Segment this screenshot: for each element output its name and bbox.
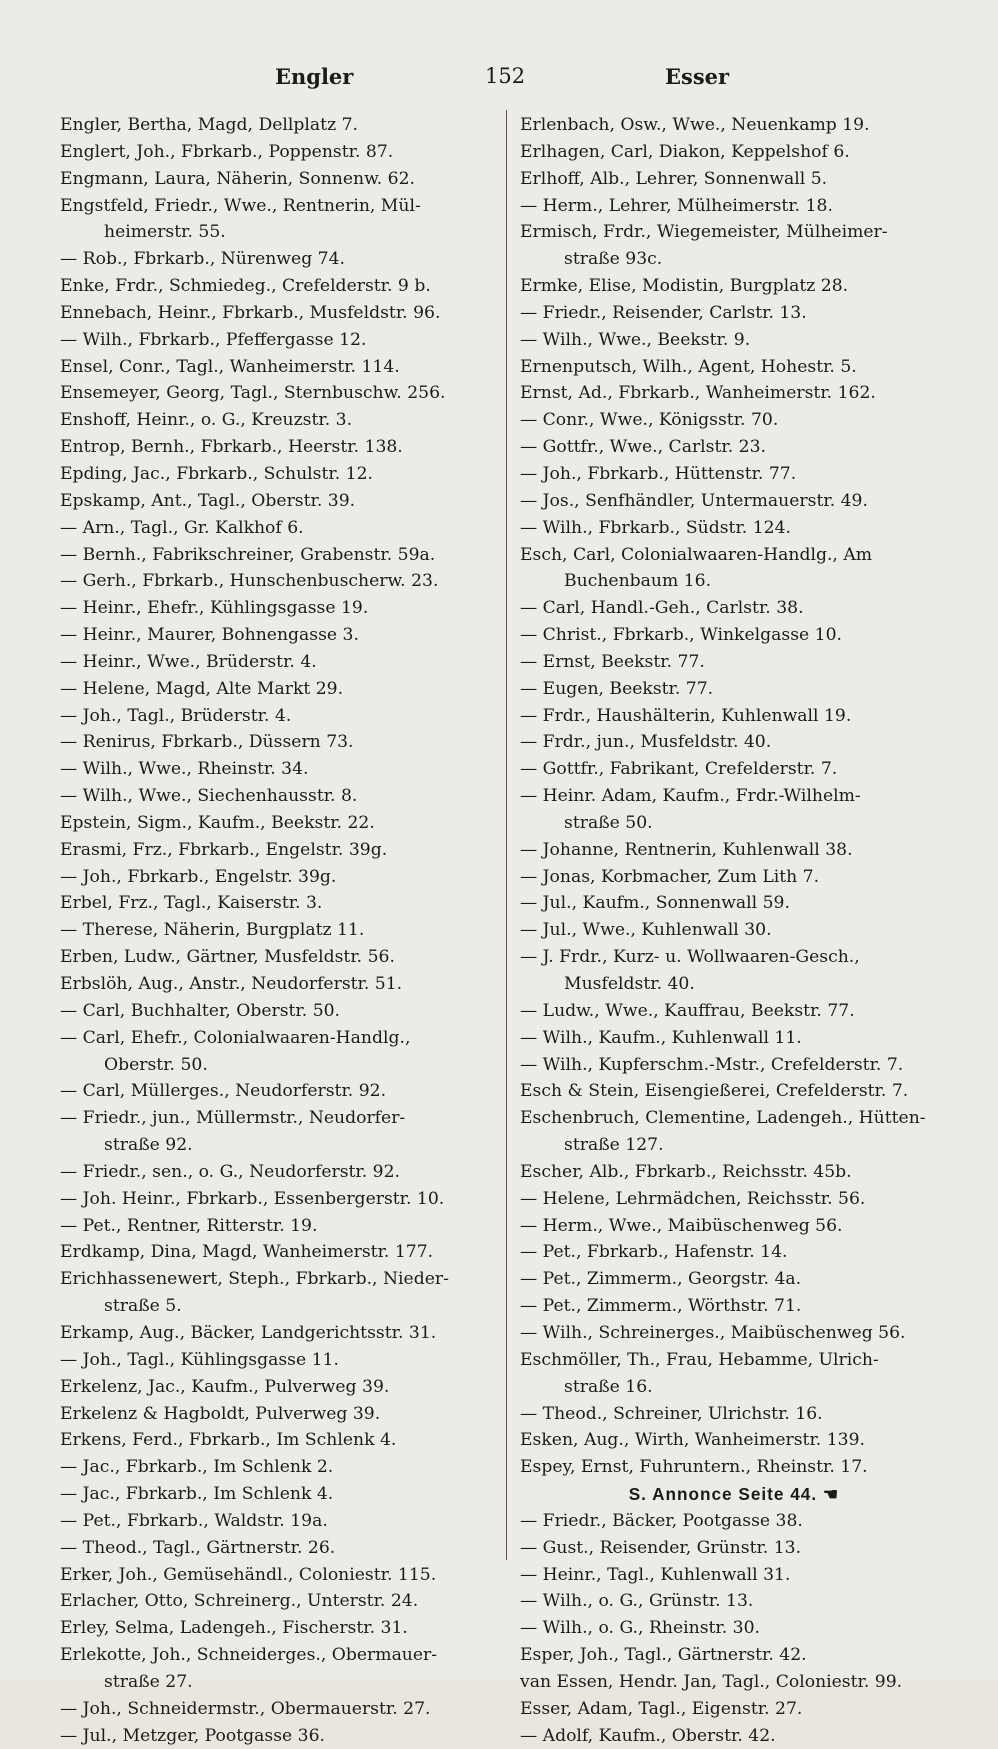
- directory-entry: Epstein, Sigm., Kaufm., Beekstr. 22.: [60, 812, 375, 833]
- directory-entry: Esch, Carl, Colonialwaaren-Handlg., Am: [520, 544, 873, 565]
- directory-entry: — Carl, Buchhalter, Oberstr. 50.: [60, 1000, 341, 1021]
- directory-entry: — Ernst, Beekstr. 77.: [520, 651, 705, 672]
- header-right-keyword: Esser: [665, 64, 730, 89]
- directory-entry: Espey, Ernst, Fuhruntern., Rheinstr. 17.: [520, 1457, 868, 1478]
- directory-entry: — Jul., Metzger, Pootgasse 36.: [60, 1725, 325, 1746]
- directory-entry: — Wilh., Kaufm., Kuhlenwall 11.: [520, 1027, 802, 1048]
- directory-entry: — Pet., Fbrkarb., Hafenstr. 14.: [520, 1242, 788, 1263]
- directory-entry: heimerstr. 55.: [104, 222, 226, 243]
- directory-entry: Eschenbruch, Clementine, Ladengeh., Hütten-: [520, 1108, 926, 1129]
- right-column: [520, 112, 948, 1749]
- directory-entry: — Wilh., Wwe., Beekstr. 9.: [520, 329, 751, 350]
- directory-entry: — Friedr., sen., o. G., Neudorferstr. 92.: [60, 1161, 401, 1182]
- directory-entry: straße 27.: [104, 1671, 193, 1692]
- directory-entry: — Johanne, Rentnerin, Kuhlenwall 38.: [520, 839, 853, 860]
- directory-entry: — Wilh., Schreinerges., Maibüschenweg 56.: [520, 1322, 906, 1343]
- directory-entry: Erdkamp, Dina, Magd, Wanheimerstr. 177.: [60, 1242, 434, 1263]
- directory-entry: Ermisch, Frdr., Wiegemeister, Mülheimer-: [520, 222, 888, 243]
- directory-entry: — Joh. Heinr., Fbrkarb., Essenbergerstr. 10.: [60, 1188, 445, 1209]
- column-divider: [506, 110, 507, 1560]
- directory-entry: — Jonas, Korbmacher, Zum Lith 7.: [520, 866, 820, 887]
- directory-entry: Erkelenz & Hagboldt, Pulverweg 39.: [60, 1403, 381, 1424]
- directory-entry: — Wilh., Wwe., Rheinstr. 34.: [60, 759, 309, 780]
- directory-entry: — Joh., Schneidermstr., Obermauerstr. 27.: [60, 1698, 431, 1719]
- directory-entry: Enshoff, Heinr., o. G., Kreuzstr. 3.: [60, 410, 353, 431]
- page-header: [60, 64, 958, 98]
- directory-entry: — Eugen, Beekstr. 77.: [520, 678, 714, 699]
- directory-entry: Erlekotte, Joh., Schneiderges., Obermauer-: [60, 1645, 438, 1666]
- directory-entry: — Christ., Fbrkarb., Winkelgasse 10.: [520, 625, 842, 646]
- directory-entry: — Pet., Zimmerm., Georgstr. 4a.: [520, 1269, 802, 1290]
- directory-entry: — Bernh., Fabrikschreiner, Grabenstr. 59a.: [60, 544, 436, 565]
- directory-entry: Erasmi, Frz., Fbrkarb., Engelstr. 39g.: [60, 839, 388, 860]
- directory-entry: — Joh., Tagl., Brüderstr. 4.: [60, 705, 292, 726]
- directory-entry: — Friedr., Bäcker, Pootgasse 38.: [520, 1510, 803, 1531]
- directory-entry: Erkelenz, Jac., Kaufm., Pulverweg 39.: [60, 1376, 390, 1397]
- directory-entry: — Theod., Tagl., Gärtnerstr. 26.: [60, 1537, 336, 1558]
- directory-entry: — Herm., Lehrer, Mülheimerstr. 18.: [520, 195, 833, 216]
- directory-entry: — Wilh., Fbrkarb., Pfeffergasse 12.: [60, 329, 367, 350]
- directory-entry: — Jul., Kaufm., Sonnenwall 59.: [520, 893, 790, 914]
- directory-entry: Erkamp, Aug., Bäcker, Landgerichtsstr. 31.: [60, 1322, 437, 1343]
- directory-entry: — Gerh., Fbrkarb., Hunschenbuscherw. 23.: [60, 571, 439, 592]
- directory-entry: Erichhassenewert, Steph., Fbrkarb., Nieder-: [60, 1269, 449, 1290]
- directory-entry: Ermke, Elise, Modistin, Burgplatz 28.: [520, 276, 849, 297]
- left-column: [60, 112, 496, 1749]
- directory-entry: — Gottfr., Wwe., Carlstr. 23.: [520, 437, 766, 458]
- directory-entry: Esch & Stein, Eisengießerei, Crefelderstr. 7.: [520, 1081, 909, 1102]
- directory-entry: Eschmöller, Th., Frau, Hebamme, Ulrich-: [520, 1349, 879, 1370]
- directory-entry: — Wilh., o. G., Rheinstr. 30.: [520, 1618, 761, 1639]
- directory-entry: — Joh., Fbrkarb., Hüttenstr. 77.: [520, 463, 797, 484]
- directory-entry: — Jac., Fbrkarb., Im Schlenk 2.: [60, 1457, 334, 1478]
- directory-entry: Ernst, Ad., Fbrkarb., Wanheimerstr. 162.: [520, 383, 876, 404]
- directory-entry: — Frdr., Haushälterin, Kuhlenwall 19.: [520, 705, 852, 726]
- directory-entry: Ennebach, Heinr., Fbrkarb., Musfeldstr. 96.: [60, 302, 441, 323]
- directory-entry: straße 16.: [564, 1376, 653, 1397]
- directory-entry: straße 50.: [564, 812, 653, 833]
- directory-entry: — Renirus, Fbrkarb., Düssern 73.: [60, 732, 354, 753]
- directory-entry: — Theod., Schreiner, Ulrichstr. 16.: [520, 1403, 823, 1424]
- directory-entry: Esser, Adam, Tagl., Eigenstr. 27.: [520, 1698, 803, 1719]
- directory-entry: — Ludw., Wwe., Kauffrau, Beekstr. 77.: [520, 1000, 855, 1021]
- directory-entry: — Herm., Wwe., Maibüschenweg 56.: [520, 1215, 843, 1236]
- directory-entry: — Heinr. Adam, Kaufm., Frdr.-Wilhelm-: [520, 786, 861, 807]
- directory-entry: Entrop, Bernh., Fbrkarb., Heerstr. 138.: [60, 437, 403, 458]
- directory-entry: Buchenbaum 16.: [564, 571, 712, 592]
- directory-entry: Erlacher, Otto, Schreinerg., Unterstr. 24.: [60, 1591, 419, 1612]
- directory-entry: Engmann, Laura, Näherin, Sonnenw. 62.: [60, 168, 416, 189]
- directory-entry: Epskamp, Ant., Tagl., Oberstr. 39.: [60, 490, 356, 511]
- directory-entry: Enke, Frdr., Schmiedeg., Crefelderstr. 9 b.: [60, 276, 431, 297]
- directory-entry: — Joh., Tagl., Kühlingsgasse 11.: [60, 1349, 339, 1370]
- directory-entry: Musfeldstr. 40.: [564, 974, 695, 994]
- directory-entry: Erkens, Ferd., Fbrkarb., Im Schlenk 4.: [60, 1430, 397, 1451]
- directory-entry: Ensel, Conr., Tagl., Wanheimerstr. 114.: [60, 356, 400, 377]
- directory-entry: — Rob., Fbrkarb., Nürenweg 74.: [60, 249, 345, 270]
- directory-entry: — Wilh., Kupferschm.-Mstr., Crefelderstr. 7.: [520, 1054, 904, 1075]
- directory-entry: Erlenbach, Osw., Wwe., Neuenkamp 19.: [520, 115, 870, 135]
- advert-reference: S. Annonce Seite 44. ☚: [628, 1484, 840, 1505]
- directory-entry: straße 92.: [104, 1135, 193, 1156]
- directory-entry: — Pet., Zimmerm., Wörthstr. 71.: [520, 1296, 802, 1317]
- directory-entry: Erker, Joh., Gemüsehändl., Coloniestr. 115.: [60, 1564, 437, 1585]
- directory-entry: — Gottfr., Fabrikant, Crefelderstr. 7.: [520, 759, 838, 780]
- directory-entry: Engstfeld, Friedr., Wwe., Rentnerin, Mül-: [60, 195, 421, 216]
- header-left-keyword: Engler: [275, 64, 354, 89]
- directory-entry: Erbel, Frz., Tagl., Kaiserstr. 3.: [60, 893, 323, 914]
- directory-entry: — Therese, Näherin, Burgplatz 11.: [60, 920, 365, 941]
- directory-entry: — Jac., Fbrkarb., Im Schlenk 4.: [60, 1484, 334, 1505]
- directory-entry: — Jul., Wwe., Kuhlenwall 30.: [520, 920, 772, 941]
- directory-entry: Ernenputsch, Wilh., Agent, Hohestr. 5.: [520, 356, 857, 377]
- directory-entry: Oberstr. 50.: [104, 1054, 208, 1075]
- directory-entry: straße 127.: [564, 1135, 664, 1156]
- directory-entry: — Pet., Rentner, Ritterstr. 19.: [60, 1215, 318, 1236]
- directory-entry: Erlhagen, Carl, Diakon, Keppelshof 6.: [520, 141, 850, 162]
- directory-entry: — Carl, Müllerges., Neudorferstr. 92.: [60, 1081, 387, 1102]
- directory-entry: — Arn., Tagl., Gr. Kalkhof 6.: [60, 517, 304, 538]
- directory-entry: — Adolf, Kaufm., Oberstr. 42.: [520, 1725, 776, 1746]
- directory-entry: — Carl, Ehefr., Colonialwaaren-Handlg.,: [60, 1027, 411, 1048]
- directory-entry: Erlhoff, Alb., Lehrer, Sonnenwall 5.: [520, 168, 828, 189]
- directory-entry: Esper, Joh., Tagl., Gärtnerstr. 42.: [520, 1645, 807, 1666]
- directory-entry: straße 93c.: [564, 249, 663, 270]
- directory-entry: — Pet., Fbrkarb., Waldstr. 19a.: [60, 1510, 328, 1531]
- directory-entry: — Frdr., jun., Musfeldstr. 40.: [520, 732, 772, 753]
- directory-entry: straße 5.: [104, 1296, 182, 1317]
- directory-entry: — Carl, Handl.-Geh., Carlstr. 38.: [520, 598, 804, 619]
- directory-entry: Esken, Aug., Wirth, Wanheimerstr. 139.: [520, 1430, 865, 1451]
- directory-entry: — Conr., Wwe., Königsstr. 70.: [520, 410, 779, 431]
- directory-entry: — Wilh., o. G., Grünstr. 13.: [520, 1591, 754, 1612]
- directory-entry: — Wilh., Wwe., Siechenhausstr. 8.: [60, 786, 358, 807]
- page-number: 152: [485, 64, 526, 88]
- directory-entry: Escher, Alb., Fbrkarb., Reichsstr. 45b.: [520, 1161, 852, 1182]
- directory-entry: Erbslöh, Aug., Anstr., Neudorferstr. 51.: [60, 974, 403, 994]
- directory-entry: van Essen, Hendr. Jan, Tagl., Coloniestr. 99.: [520, 1671, 903, 1692]
- directory-entry: — Heinr., Ehefr., Kühlingsgasse 19.: [60, 598, 369, 619]
- directory-entry: — Helene, Lehrmädchen, Reichsstr. 56.: [520, 1188, 866, 1209]
- directory-entry: — Jos., Senfhändler, Untermauerstr. 49.: [520, 490, 868, 511]
- directory-entry: — Friedr., Reisender, Carlstr. 13.: [520, 302, 807, 323]
- directory-entry: Engler, Bertha, Magd, Dellplatz 7.: [60, 115, 359, 135]
- directory-entry: Englert, Joh., Fbrkarb., Poppenstr. 87.: [60, 141, 394, 162]
- directory-entry: Ensemeyer, Georg, Tagl., Sternbuschw. 256.: [60, 383, 446, 404]
- directory-entry: — Gust., Reisender, Grünstr. 13.: [520, 1537, 802, 1558]
- directory-entry: Erley, Selma, Ladengeh., Fischerstr. 31.: [60, 1618, 408, 1639]
- directory-entry: — Friedr., jun., Müllermstr., Neudorfer-: [60, 1108, 406, 1129]
- directory-entry: Erben, Ludw., Gärtner, Musfeldstr. 56.: [60, 947, 395, 968]
- directory-entry: — Joh., Fbrkarb., Engelstr. 39g.: [60, 866, 337, 887]
- directory-entry: — Wilh., Fbrkarb., Südstr. 124.: [520, 517, 791, 538]
- directory-entry: — Heinr., Wwe., Brüderstr. 4.: [60, 651, 317, 672]
- directory-entry: — Helene, Magd, Alte Markt 29.: [60, 678, 344, 699]
- directory-entry: — Heinr., Tagl., Kuhlenwall 31.: [520, 1564, 791, 1585]
- directory-entry: — J. Frdr., Kurz- u. Wollwaaren-Gesch.,: [520, 947, 860, 968]
- directory-entry: Epding, Jac., Fbrkarb., Schulstr. 12.: [60, 463, 373, 484]
- directory-entry: — Heinr., Maurer, Bohnengasse 3.: [60, 625, 359, 646]
